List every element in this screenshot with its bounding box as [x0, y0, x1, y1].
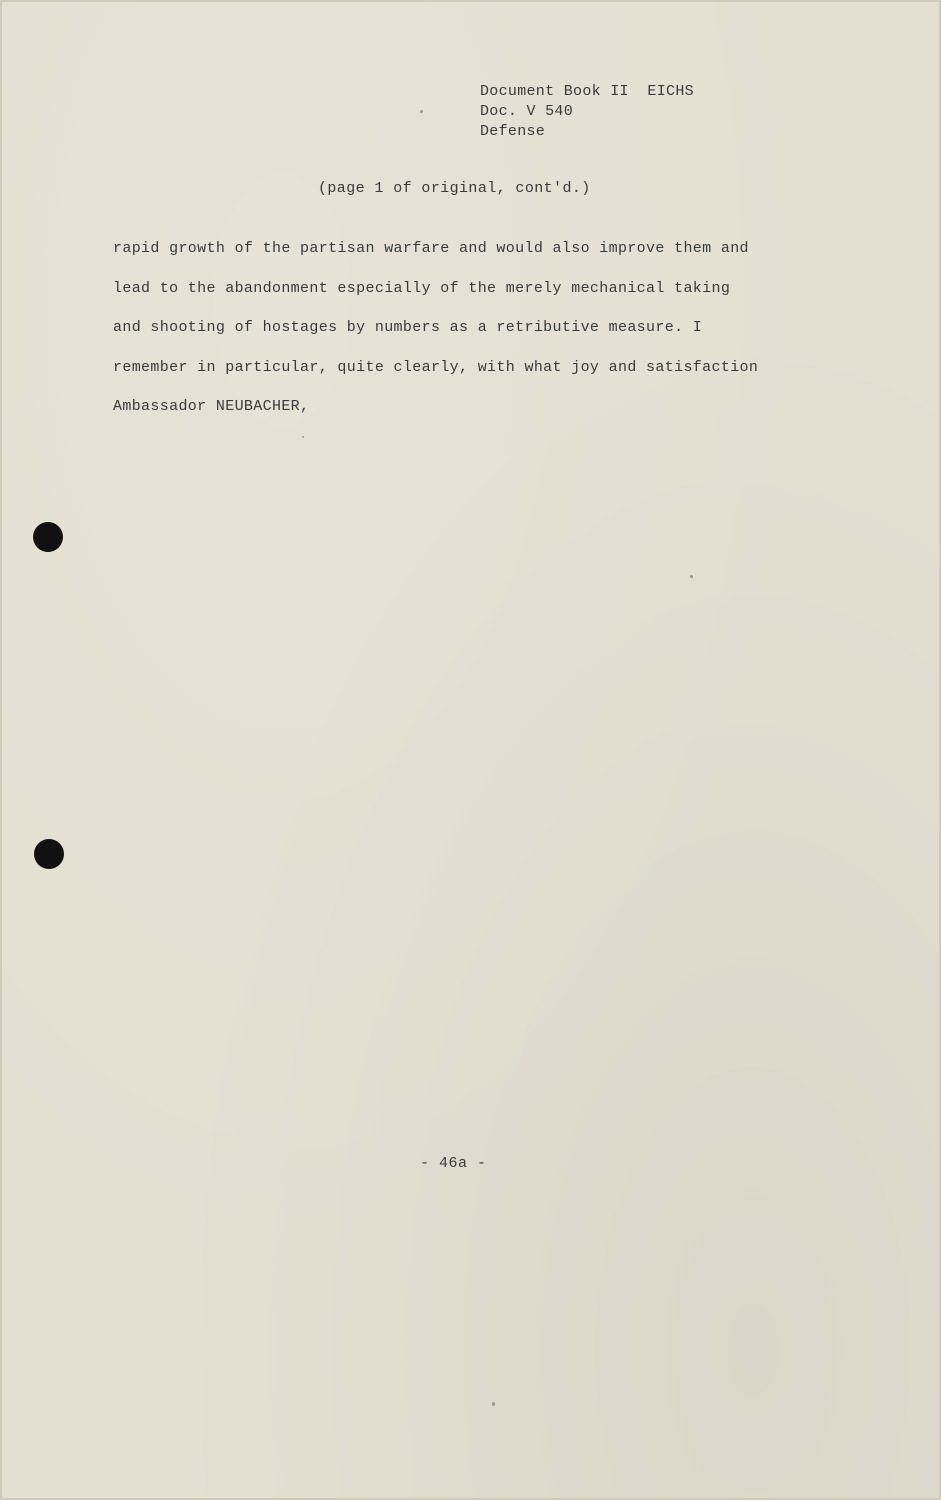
- body-line: remember in particular, quite clearly, with what joy and satisfaction: [113, 358, 759, 376]
- paper-speck: [492, 1402, 495, 1406]
- body-line: Ambassador NEUBACHER,: [113, 398, 310, 415]
- body-text: [113, 238, 758, 436]
- document-header: [480, 82, 694, 142]
- paper-speck: [420, 110, 423, 113]
- page-caption: (page 1 of original, cont'd.): [318, 180, 591, 197]
- body-line: lead to the abandonment especially of the merely mechanical taking: [113, 279, 731, 297]
- body-line: and shooting of hostages by numbers as a retributive measure. I: [113, 319, 703, 336]
- header-defense: Defense: [480, 123, 546, 140]
- page-number: - 46a -: [420, 1155, 487, 1172]
- punch-hole-bottom: [34, 839, 64, 869]
- body-line: rapid growth of the partisan warfare and would also improve them and: [113, 240, 749, 257]
- punch-hole-top: [33, 522, 63, 552]
- paper-speck: [302, 436, 304, 438]
- header-document-book: Document Book II EICHS: [480, 83, 694, 100]
- paper-speck: [690, 575, 693, 578]
- header-doc-number: Doc. V 540: [480, 103, 574, 120]
